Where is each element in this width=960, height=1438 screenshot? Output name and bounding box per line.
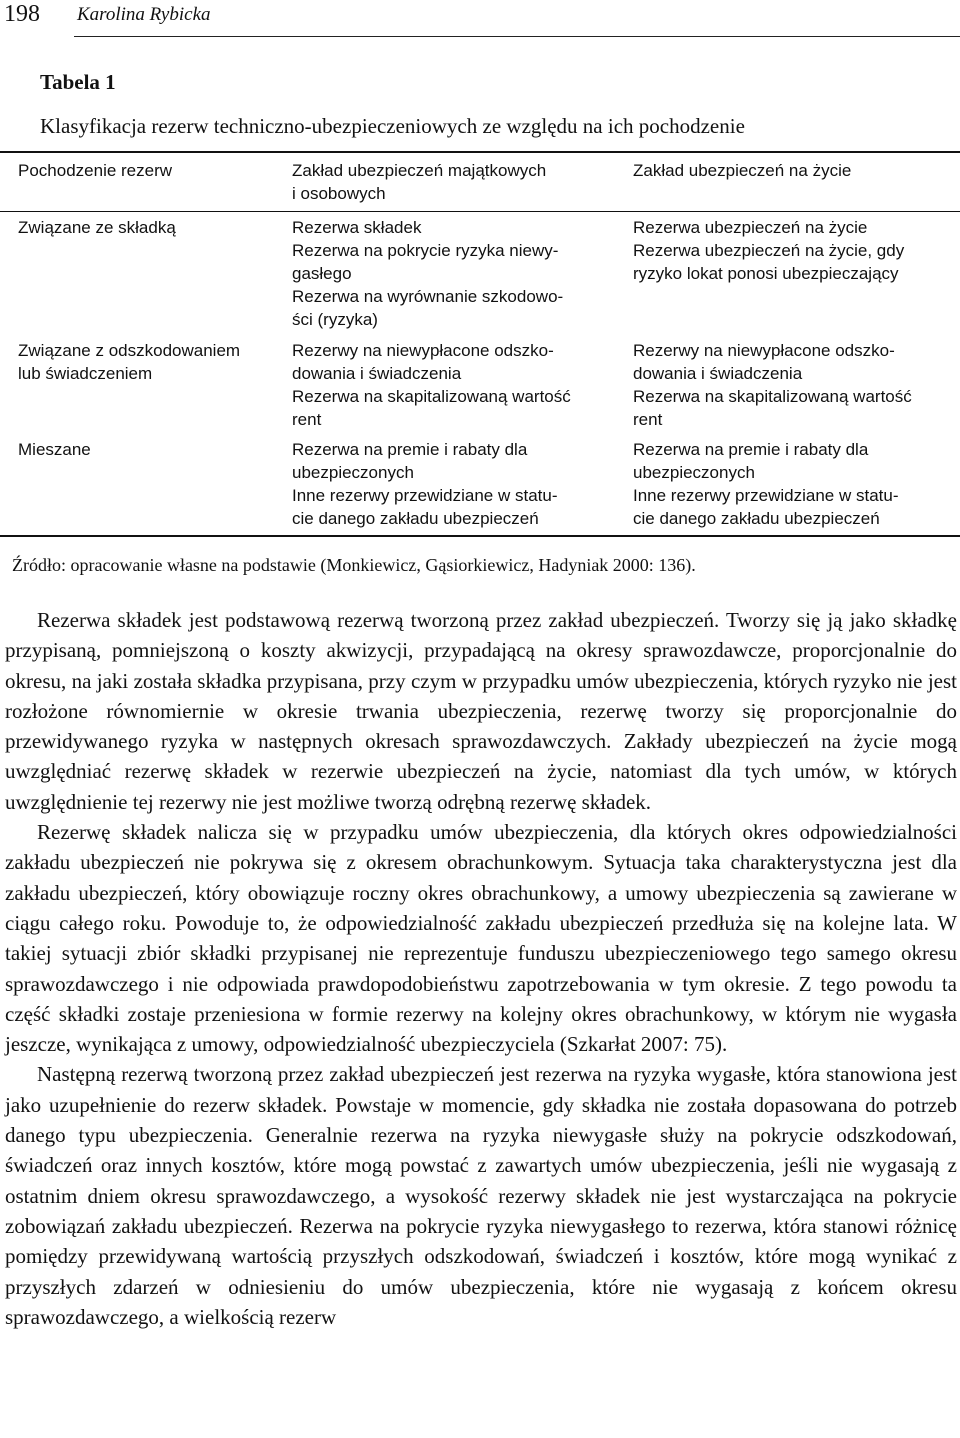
- table-row-3-col-3: [633, 438, 899, 530]
- table-row-1-col-3: [633, 216, 904, 285]
- cell-line: Mieszane: [18, 440, 91, 459]
- cell-line: ryzyko lokat ponosi ubezpieczający: [633, 264, 899, 283]
- paragraph: Rezerwę składek nalicza się w przypadku umów ubezpieczenia, dla których okres odpowiedzialności zakładu ubezpieczeń nie pokrywa się z okresem obrachunkowym. Sytuacja taka charakterystyczna jest dla zakładu ubezpieczeń, który obowiązuje roczny okres obrachunkowy, a umowy ubezpieczenia są zawierane w ciągu całego roku. Powoduje to, że odpowiedzialność zakładu ubezpieczeń przedłuża się na kolejne lata. W takiej sytuacji zbiór składki przypisanej nie reprezentuje funduszu ubezpieczeniowego tego samego okresu sprawozdawczego i nie odpowiada prawdopodobieństwu zapotrzebowania w tym okresie. Z tego powodu ta część składki zostaje przeniesiona w formie rezerwy na kolejny okres obrachunkowy, w którym nie wygasła jeszcze, wynikająca z umowy, odpowiedzialność ubezpieczyciela (Szkarłat 2007: 75).: [5, 820, 957, 1057]
- header-rule: [74, 36, 960, 37]
- table-caption: Klasyfikacja rezerw techniczno-ubezpieczeniowych ze względu na ich pochodzenie: [40, 114, 745, 138]
- table-row-1-col-1: [18, 216, 176, 239]
- cell-line: Inne rezerwy przewidziane w statu-: [292, 486, 558, 505]
- table-source-note: Źródło: opracowanie własne na podstawie (Monkiewicz, Gąsiorkiewicz, Hadyniak 2000: 136).: [12, 555, 696, 575]
- cell-line: Rezerwa ubezpieczeń na życie: [633, 218, 868, 237]
- cell-line: Rezerwa na premie i rabaty dla: [633, 440, 869, 459]
- cell-line: Inne rezerwy przewidziane w statu-: [633, 486, 899, 505]
- cell-line: Rezerwa na pokrycie ryzyka niewy-: [292, 241, 559, 260]
- table-header-cell-origin: [18, 159, 172, 182]
- table-header-rule: [0, 211, 960, 212]
- table-row-2-col-1: [18, 339, 240, 385]
- cell-line: rent: [633, 410, 663, 429]
- table-row-2-col-3: [633, 339, 912, 431]
- header-line: Zakład ubezpieczeń majątkowych: [292, 161, 547, 180]
- table-header-cell-life: [633, 159, 851, 182]
- running-header: [0, 0, 960, 40]
- cell-line: Rezerwy na niewypłacone odszko-: [633, 341, 895, 360]
- cell-line: cie danego zakładu ubezpieczeń: [292, 509, 539, 528]
- paragraph: Rezerwa składek jest podstawową rezerwą tworzoną przez zakład ubezpieczeń. Tworzy się ją jako składkę przypisaną, pomniejszoną o koszty akwizycji, przypadającą na okresy sprawozdawcze, proporcjonalnie do okresu, na jaki została składka przypisana, przy czym w przypadku umów ubezpieczenia, których ryzyko nie jest rozłożone równomiernie w okresie trwania ubezpieczenia, rezerwę tworzy się proporcjonalnie do przewidywanego ryzyka w następnych okresach sprawozdawczych. Zakłady ubezpieczeń na życie mogą uwzględniać rezerwę składek w rezerwie ubezpieczeń na życie, natomiast dla tych umów, w których uwzględnienie tej rezerwy nie jest możliwe tworzą odrębną rezerwę składek.: [5, 608, 957, 814]
- cell-line: Rezerwa na skapitalizowaną wartość: [292, 387, 571, 406]
- header-line: i osobowych: [292, 184, 386, 203]
- header-line: Pochodzenie rezerw: [18, 161, 173, 180]
- cell-line: Rezerwa na skapitalizowaną wartość: [633, 387, 912, 406]
- header-line: Zakład ubezpieczeń na życie: [633, 161, 852, 180]
- cell-line: Związane z odszkodowaniem: [18, 341, 241, 360]
- table-row-3-col-1: [18, 438, 91, 461]
- cell-line: Rezerwa na premie i rabaty dla: [292, 440, 528, 459]
- cell-line: ubezpieczonych: [633, 463, 755, 482]
- page-number: 198: [4, 1, 40, 27]
- cell-line: ubezpieczonych: [292, 463, 414, 482]
- body-text: [5, 605, 957, 1332]
- cell-line: lub świadczeniem: [18, 364, 153, 383]
- paragraph: Następną rezerwą tworzoną przez zakład ubezpieczeń jest rezerwa na ryzyka wygasłe, która stanowiona jest jako uzupełnienie do rezerw składek. Powstaje w momencie, gdy składka nie została dopasowana do potrzeb danego typu ubezpieczenia. Generalnie rezerwa na ryzyka niewygasłe służy na pokrycie odszkodowań, świadczeń oraz innych kosztów, które mogą powstać z zawartych umów ubezpieczenia, jeśli nie wygasają z ostatnim dniem okresu sprawozdawczego, a wysokość rezerwy składek nie jest wystarczająca na pokrycie zobowiązań zakładu ubezpieczeń. Rezerwa na pokrycie ryzyka niewygasłego to rezerwa, która stanowi różnicę pomiędzy przewidywaną wartością przyszłych odszkodowań, świadczeń i kosztów, które mogą wynikać z przyszłych zdarzeń w odniesieniu do umów ubezpieczenia, które nie wygasają z końcem okresu sprawozdawczego, a wielkością rezerw: [5, 1062, 957, 1329]
- cell-line: Rezerwa na wyrównanie szkodowo-: [292, 287, 564, 306]
- table-row-1-col-2: [292, 216, 563, 331]
- cell-line: Rezerwa składek: [292, 218, 422, 237]
- table-row-3-col-2: [292, 438, 558, 530]
- cell-line: Rezerwy na niewypłacone odszko-: [292, 341, 554, 360]
- table-header-cell-property: [292, 159, 546, 205]
- cell-line: cie danego zakładu ubezpieczeń: [633, 509, 880, 528]
- cell-line: rent: [292, 410, 322, 429]
- running-author: Karolina Rybicka: [77, 4, 211, 25]
- cell-line: Rezerwa ubezpieczeń na życie, gdy: [633, 241, 905, 260]
- table-top-rule: [0, 151, 960, 153]
- cell-line: dowania i świadczenia: [633, 364, 803, 383]
- cell-line: dowania i świadczenia: [292, 364, 462, 383]
- cell-line: ści (ryzyka): [292, 310, 378, 329]
- table-bottom-rule: [0, 535, 960, 537]
- table-row-2-col-2: [292, 339, 571, 431]
- cell-line: Związane ze składką: [18, 218, 176, 237]
- cell-line: gasłego: [292, 264, 352, 283]
- table-label: Tabela 1: [40, 70, 116, 94]
